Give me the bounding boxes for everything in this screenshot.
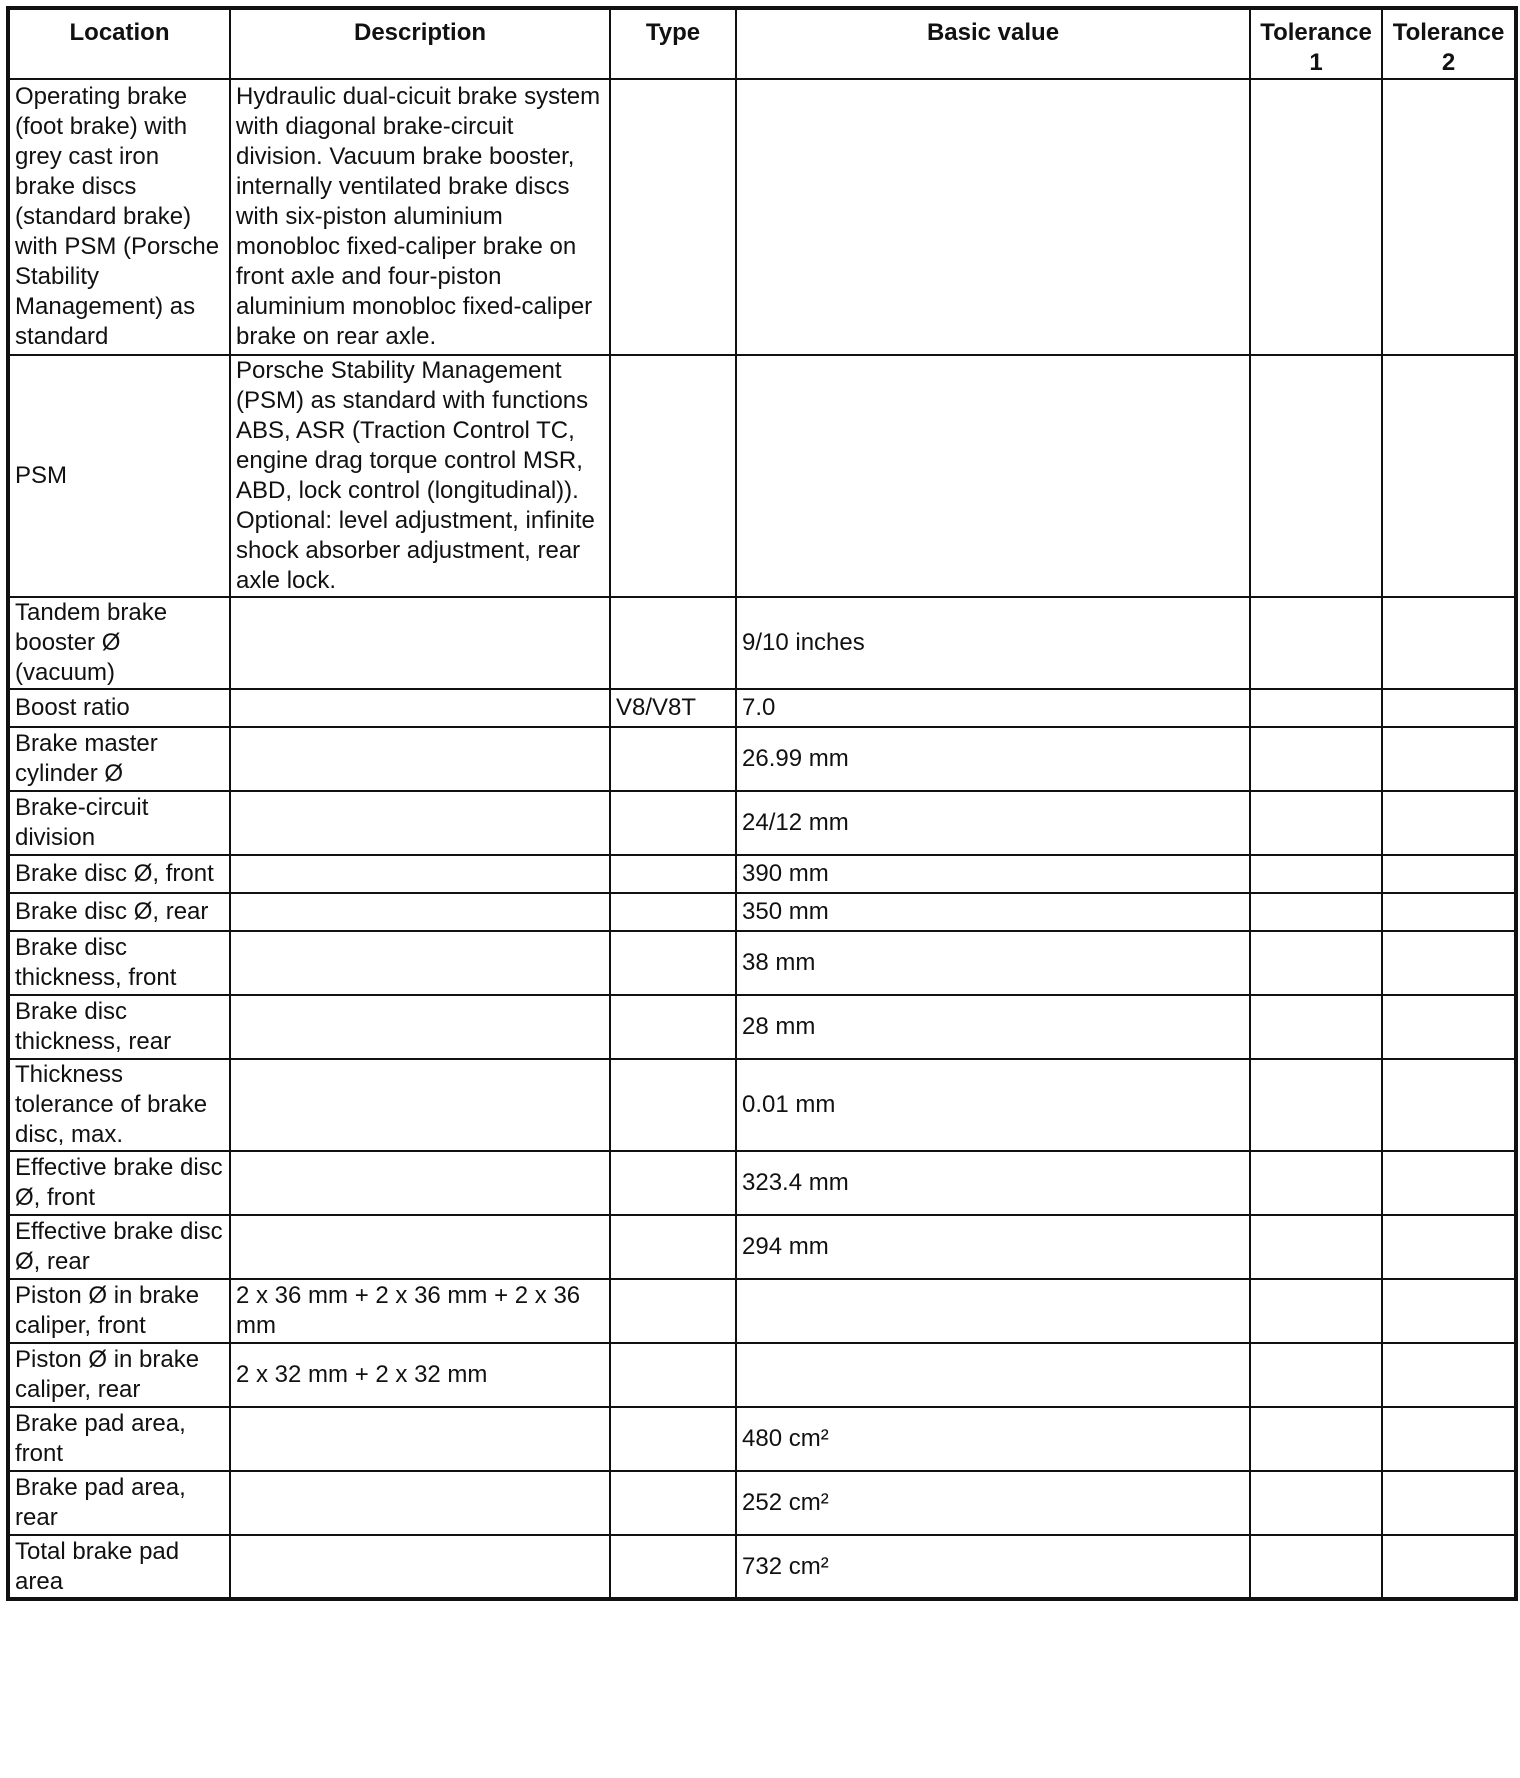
cell-tolerance-1	[1250, 1343, 1382, 1407]
cell-tolerance-2	[1382, 931, 1516, 995]
cell-tolerance-1	[1250, 1059, 1382, 1151]
header-type-label: Type	[645, 19, 701, 46]
cell-tolerance-2	[1382, 995, 1516, 1059]
cell-type	[610, 931, 736, 995]
cell-tolerance-2	[1382, 355, 1516, 597]
cell-tolerance-1	[1250, 1535, 1382, 1599]
cell-basic-value: 26.99 mm	[736, 727, 1250, 791]
cell-description	[230, 1151, 610, 1215]
header-tolerance-2-label: Tolerance 2	[1392, 19, 1505, 76]
cell-location: Piston Ø in brake caliper, rear	[8, 1343, 230, 1407]
header-tolerance-2	[1382, 8, 1516, 79]
header-type	[610, 8, 736, 79]
cell-tolerance-2	[1382, 1059, 1516, 1151]
cell-tolerance-1	[1250, 1151, 1382, 1215]
cell-basic-value: 9/10 inches	[736, 597, 1250, 689]
cell-description: 2 x 32 mm + 2 x 32 mm	[230, 1343, 610, 1407]
cell-tolerance-2	[1382, 597, 1516, 689]
cell-basic-value: 480 cm²	[736, 1407, 1250, 1471]
cell-type	[610, 727, 736, 791]
cell-tolerance-2	[1382, 855, 1516, 893]
cell-basic-value: 38 mm	[736, 931, 1250, 995]
cell-basic-value: 0.01 mm	[736, 1059, 1250, 1151]
cell-type	[610, 855, 736, 893]
cell-description	[230, 597, 610, 689]
header-location-label: Location	[69, 19, 170, 46]
table-row	[8, 1407, 1516, 1471]
table-row	[8, 1471, 1516, 1535]
header-tolerance-1	[1250, 8, 1382, 79]
table-row	[8, 79, 1516, 355]
cell-basic-value: 294 mm	[736, 1215, 1250, 1279]
cell-description	[230, 1407, 610, 1471]
cell-location: Total brake pad area	[8, 1535, 230, 1599]
cell-description	[230, 931, 610, 995]
cell-type	[610, 1535, 736, 1599]
cell-type	[610, 1059, 736, 1151]
cell-location: Brake-circuit division	[8, 791, 230, 855]
cell-basic-value	[736, 355, 1250, 597]
header-basic-value-label: Basic value	[926, 19, 1060, 46]
cell-tolerance-2	[1382, 1535, 1516, 1599]
cell-tolerance-1	[1250, 1279, 1382, 1343]
cell-type	[610, 79, 736, 355]
cell-type: V8/V8T	[610, 689, 736, 727]
cell-tolerance-2	[1382, 1151, 1516, 1215]
cell-description	[230, 1215, 610, 1279]
cell-tolerance-1	[1250, 995, 1382, 1059]
cell-tolerance-1	[1250, 791, 1382, 855]
cell-tolerance-1	[1250, 355, 1382, 597]
table-row	[8, 931, 1516, 995]
header-location	[8, 8, 230, 79]
table-row	[8, 1343, 1516, 1407]
brake-specification-table	[6, 6, 1518, 1601]
cell-location: Brake disc Ø, front	[8, 855, 230, 893]
cell-tolerance-1	[1250, 893, 1382, 931]
table-row	[8, 893, 1516, 931]
cell-tolerance-2	[1382, 1407, 1516, 1471]
cell-description	[230, 855, 610, 893]
cell-location: Effective brake disc Ø, rear	[8, 1215, 230, 1279]
cell-type	[610, 893, 736, 931]
cell-description	[230, 995, 610, 1059]
cell-tolerance-2	[1382, 1343, 1516, 1407]
cell-location: Tandem brake booster Ø (vacuum)	[8, 597, 230, 689]
cell-location: PSM	[8, 355, 230, 597]
table-row	[8, 1059, 1516, 1151]
cell-description	[230, 1059, 610, 1151]
table-row	[8, 355, 1516, 597]
header-description	[230, 8, 610, 79]
cell-location: Brake disc thickness, front	[8, 931, 230, 995]
cell-tolerance-1	[1250, 597, 1382, 689]
cell-tolerance-1	[1250, 79, 1382, 355]
cell-location: Brake disc Ø, rear	[8, 893, 230, 931]
cell-description	[230, 791, 610, 855]
cell-type	[610, 1151, 736, 1215]
cell-description	[230, 1471, 610, 1535]
cell-tolerance-2	[1382, 689, 1516, 727]
header-basic-value	[736, 8, 1250, 79]
cell-basic-value: 24/12 mm	[736, 791, 1250, 855]
header-description-label: Description	[353, 19, 487, 46]
cell-basic-value: 7.0	[736, 689, 1250, 727]
cell-type	[610, 995, 736, 1059]
cell-description	[230, 1535, 610, 1599]
cell-basic-value: 323.4 mm	[736, 1151, 1250, 1215]
table-body	[8, 79, 1516, 1599]
table-row	[8, 1535, 1516, 1599]
cell-basic-value	[736, 1343, 1250, 1407]
table-row	[8, 597, 1516, 689]
cell-type	[610, 1215, 736, 1279]
table-row	[8, 791, 1516, 855]
cell-tolerance-1	[1250, 1407, 1382, 1471]
cell-location: Piston Ø in brake caliper, front	[8, 1279, 230, 1343]
cell-type	[610, 1471, 736, 1535]
cell-basic-value: 252 cm²	[736, 1471, 1250, 1535]
cell-location: Operating brake (foot brake) with grey cast iron brake discs (standard brake) with PSM (Porsche Stability Management) as standard	[8, 79, 230, 355]
cell-description: 2 x 36 mm + 2 x 36 mm + 2 x 36 mm	[230, 1279, 610, 1343]
table-row	[8, 995, 1516, 1059]
table-row	[8, 1151, 1516, 1215]
cell-tolerance-2	[1382, 79, 1516, 355]
header-tolerance-1-label: Tolerance 1	[1260, 19, 1372, 76]
cell-tolerance-1	[1250, 1215, 1382, 1279]
cell-basic-value	[736, 79, 1250, 355]
cell-location: Brake pad area, rear	[8, 1471, 230, 1535]
cell-tolerance-2	[1382, 1471, 1516, 1535]
cell-description	[230, 893, 610, 931]
cell-tolerance-2	[1382, 791, 1516, 855]
cell-description	[230, 689, 610, 727]
cell-type	[610, 1407, 736, 1471]
cell-type	[610, 1279, 736, 1343]
cell-basic-value: 350 mm	[736, 893, 1250, 931]
cell-tolerance-2	[1382, 893, 1516, 931]
cell-type	[610, 791, 736, 855]
table-row	[8, 727, 1516, 791]
cell-tolerance-2	[1382, 1215, 1516, 1279]
cell-description	[230, 727, 610, 791]
table-row	[8, 689, 1516, 727]
cell-type	[610, 1343, 736, 1407]
cell-description: Hydraulic dual-cicuit brake system with diagonal brake-circuit division. Vacuum brake booster, internally ventilated brake discs with six-piston aluminium monobloc fixed-caliper brake on front axle and four-piston aluminium monobloc fixed-caliper brake on rear axle.	[230, 79, 610, 355]
cell-type	[610, 597, 736, 689]
cell-basic-value	[736, 1279, 1250, 1343]
cell-tolerance-2	[1382, 1279, 1516, 1343]
cell-tolerance-1	[1250, 855, 1382, 893]
cell-tolerance-1	[1250, 689, 1382, 727]
table-row	[8, 1215, 1516, 1279]
cell-basic-value: 732 cm²	[736, 1535, 1250, 1599]
cell-location: Boost ratio	[8, 689, 230, 727]
header-row	[8, 8, 1516, 79]
cell-basic-value: 390 mm	[736, 855, 1250, 893]
cell-description: Porsche Stability Management (PSM) as standard with functions ABS, ASR (Traction Control TC, engine drag torque control MSR, ABD, lock control (longitudinal)). Optional: level adjustment, infinite shock absorber adjustment, rear axle lock.	[230, 355, 610, 597]
table-row	[8, 1279, 1516, 1343]
cell-location: Thickness tolerance of brake disc, max.	[8, 1059, 230, 1151]
cell-type	[610, 355, 736, 597]
cell-location: Brake disc thickness, rear	[8, 995, 230, 1059]
cell-tolerance-1	[1250, 1471, 1382, 1535]
cell-location: Brake pad area, front	[8, 1407, 230, 1471]
cell-location: Effective brake disc Ø, front	[8, 1151, 230, 1215]
cell-tolerance-1	[1250, 727, 1382, 791]
table-row	[8, 855, 1516, 893]
cell-basic-value: 28 mm	[736, 995, 1250, 1059]
cell-tolerance-1	[1250, 931, 1382, 995]
cell-tolerance-2	[1382, 727, 1516, 791]
cell-location: Brake master cylinder Ø	[8, 727, 230, 791]
